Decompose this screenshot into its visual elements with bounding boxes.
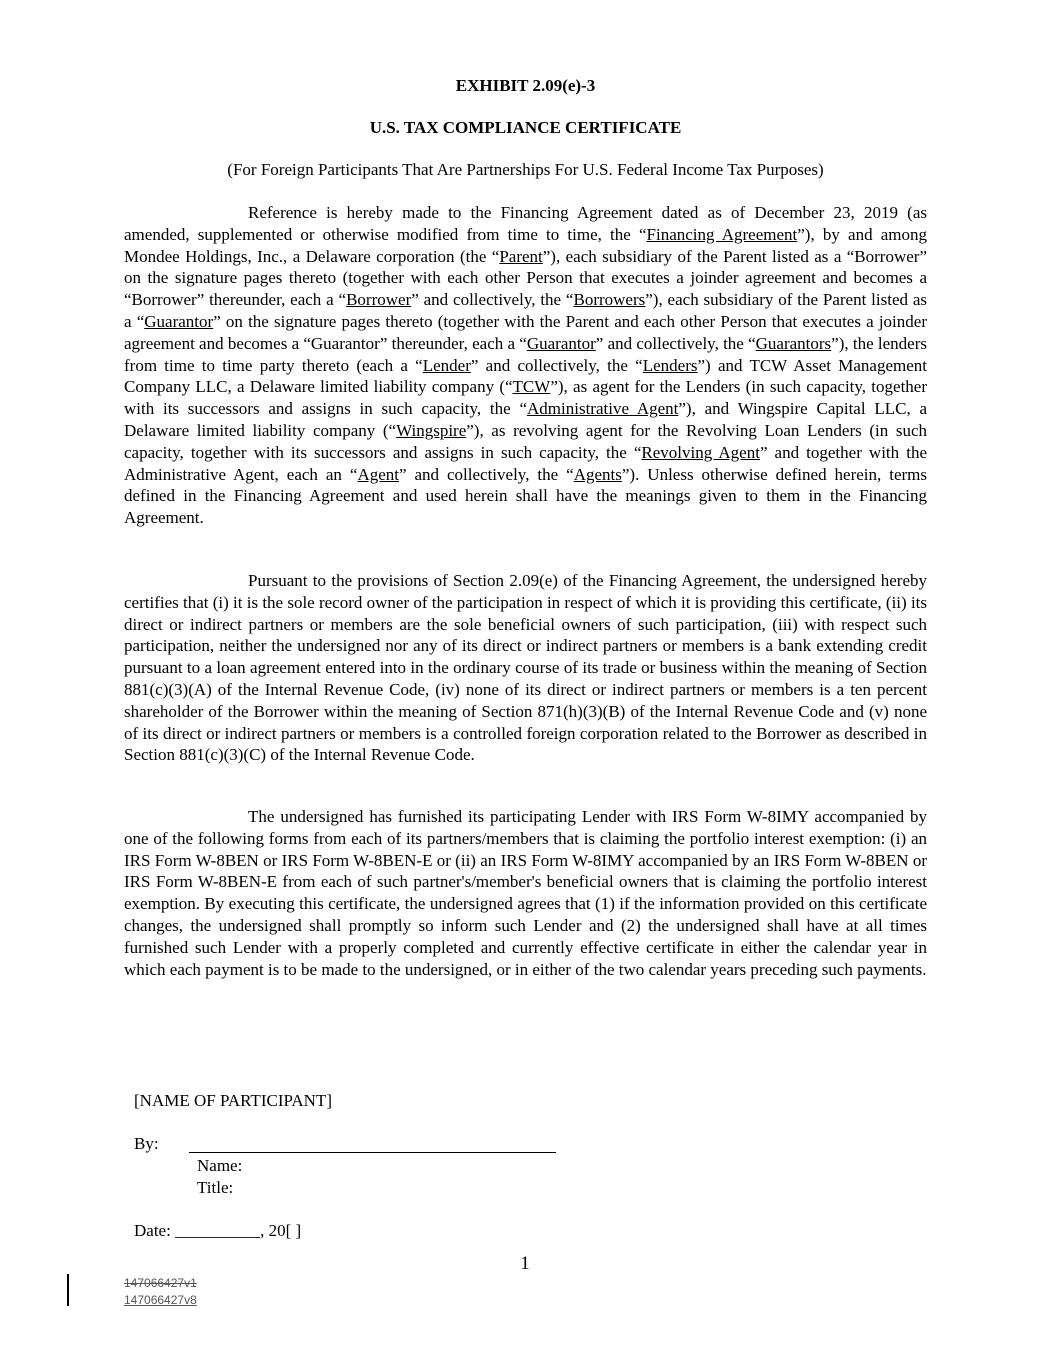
certificate-subtitle: (For Foreign Participants That Are Partnerships For U.S. Federal Income Tax Purposes) bbox=[227, 160, 824, 179]
text-run: ” and collectively, the “ bbox=[595, 333, 756, 353]
defined-term-guarantor: Guarantor bbox=[526, 333, 596, 353]
defined-term-guarantors: Guarantors bbox=[755, 333, 832, 353]
paragraph-certification: Pursuant to the provisions of Section 2.09(e) of the Financing Agreement, the undersigned hereby certifies that (i) it is the sole record owner of the participation in respect of which it is providing this certificate, (ii) its direct or indirect partners or members are the sole beneficial owners of such participation, (iii) with respect such participation, neither the undersigned nor any of its direct or indirect partners or members is a bank extending credit pursuant to a loan agreement entered into in the ordinary course of its trade or business within the meaning of Section 881(c)(3)(A) of the Internal Revenue Code, (iv) none of its direct or indirect partners or members is a ten percent shareholder of the Borrower within the meaning of Section 871(h)(3)(B) of the Internal Revenue Code and (v) none of its direct or indirect partners or members is a controlled foreign corporation related to the Borrower as described in Section 881(c)(3)(C) of the Internal Revenue Code. bbox=[124, 571, 928, 765]
text-run: ” and collectively, the “ bbox=[398, 464, 574, 484]
text-run: Reference is hereby made to the Financing Agreement dated as of December 23, 2019 (as amended, supplemented or otherwise modified from time to time, the “ bbox=[124, 203, 927, 244]
text-run: ” and collectively, the “ bbox=[411, 290, 574, 310]
defined-term-lenders: Lenders bbox=[642, 355, 698, 375]
title-label: Title: bbox=[197, 1178, 234, 1197]
defined-term-borrowers: Borrowers bbox=[573, 290, 646, 310]
text-run: ”) and TCW Asset Management Company LLC, a Delaware limited liability company (“ bbox=[124, 355, 927, 397]
text-run: ”), each subsidiary of the Parent listed as a “Borrower” on the signature pages thereto (together with each other Person that executes a joinder agreement and becomes a “Borrower” thereunder, each a “ bbox=[124, 246, 927, 310]
defined-term-wingspire: Wingspire bbox=[396, 420, 467, 440]
text-run: ”). Unless otherwise defined herein, terms defined in the Financing Agreement and used herein shall have the meanings given to them in the Financing Agreement. bbox=[124, 464, 927, 528]
revision-change-bar bbox=[67, 1274, 69, 1306]
paragraph-forms: The undersigned has furnished its participating Lender with IRS Form W-8IMY accompanied by one of the following forms from each of its partners/members that is claiming the portfolio interest exemption: (i) an IRS Form W-8BEN or IRS Form W-8BEN-E or (ii) an IRS Form W-8IMY accompanied by an IRS Form W-8BEN or IRS Form W-8BEN-E from each of such partner's/member's beneficial owners that is claiming the portfolio interest exemption. By executing this certificate, the undersigned agrees that (1) if the information provided on this certificate changes, the undersigned shall promptly so inform such Lender and (2) the undersigned shall have at all times furnished such Lender with a properly completed and currently effective certificate in either the calendar year in which each payment is to be made to the undersigned, or in either of the two calendar years preceding such payments. bbox=[124, 807, 927, 979]
text-run: ” and collectively, the “ bbox=[470, 355, 643, 375]
page-number: 1 bbox=[520, 1253, 530, 1274]
defined-term-financing-agreement: Financing Agreement bbox=[646, 224, 798, 244]
text-run: ”), by and among Mondee Holdings, Inc., a Delaware corporation (the “ bbox=[124, 224, 927, 266]
by-label: By: bbox=[134, 1134, 159, 1153]
name-label: Name: bbox=[197, 1156, 243, 1175]
defined-term-revolving-agent: Revolving Agent bbox=[641, 442, 760, 462]
signature-line bbox=[189, 1152, 556, 1153]
text-run: ”), the lenders from time to time party thereto (each a “ bbox=[124, 333, 927, 375]
text-run: ”), and Wingspire Capital LLC, a Delaware limited liability company (“ bbox=[124, 399, 927, 440]
exhibit-heading: EXHIBIT 2.09(e)-3 bbox=[455, 76, 596, 95]
defined-term-administrative-agent: Administrative Agent bbox=[527, 399, 679, 419]
certificate-title: U.S. TAX COMPLIANCE CERTIFICATE bbox=[369, 118, 682, 137]
participant-name-placeholder: [NAME OF PARTICIPANT] bbox=[134, 1091, 332, 1110]
text-run: ”), as agent for the Lenders (in such capacity, together with its successors and assigns in such capacity, the “ bbox=[124, 377, 927, 419]
defined-term-borrower: Borrower bbox=[346, 290, 412, 310]
text-run: ”), each subsidiary of the Parent listed as a “ bbox=[124, 290, 927, 331]
doc-id-deleted: 147066427v1 bbox=[124, 1276, 197, 1290]
text-run: ” on the signature pages thereto (together with the Parent and each other Person that executes a joinder agreement and becomes a “Guarantor” thereunder, each a “ bbox=[124, 311, 927, 353]
defined-term-parent: Parent bbox=[499, 246, 543, 266]
date-line: Date: __________, 20[ ] bbox=[134, 1221, 302, 1240]
defined-term-tcw: TCW bbox=[512, 377, 551, 397]
defined-term-lender: Lender bbox=[422, 355, 471, 375]
defined-term-agent: Agent bbox=[357, 464, 399, 484]
doc-id-inserted: 147066427v8 bbox=[124, 1293, 197, 1307]
defined-term-guarantor: Guarantor bbox=[144, 311, 214, 331]
paragraph-reference bbox=[124, 202, 927, 529]
text-run: ” and together with the Administrative Agent, each an “ bbox=[124, 442, 927, 484]
text-run: ”), as revolving agent for the Revolving Loan Lenders (in such capacity, together with its successors and assigns in such capacity, the “ bbox=[124, 420, 928, 462]
defined-term-agents: Agents bbox=[573, 464, 622, 484]
